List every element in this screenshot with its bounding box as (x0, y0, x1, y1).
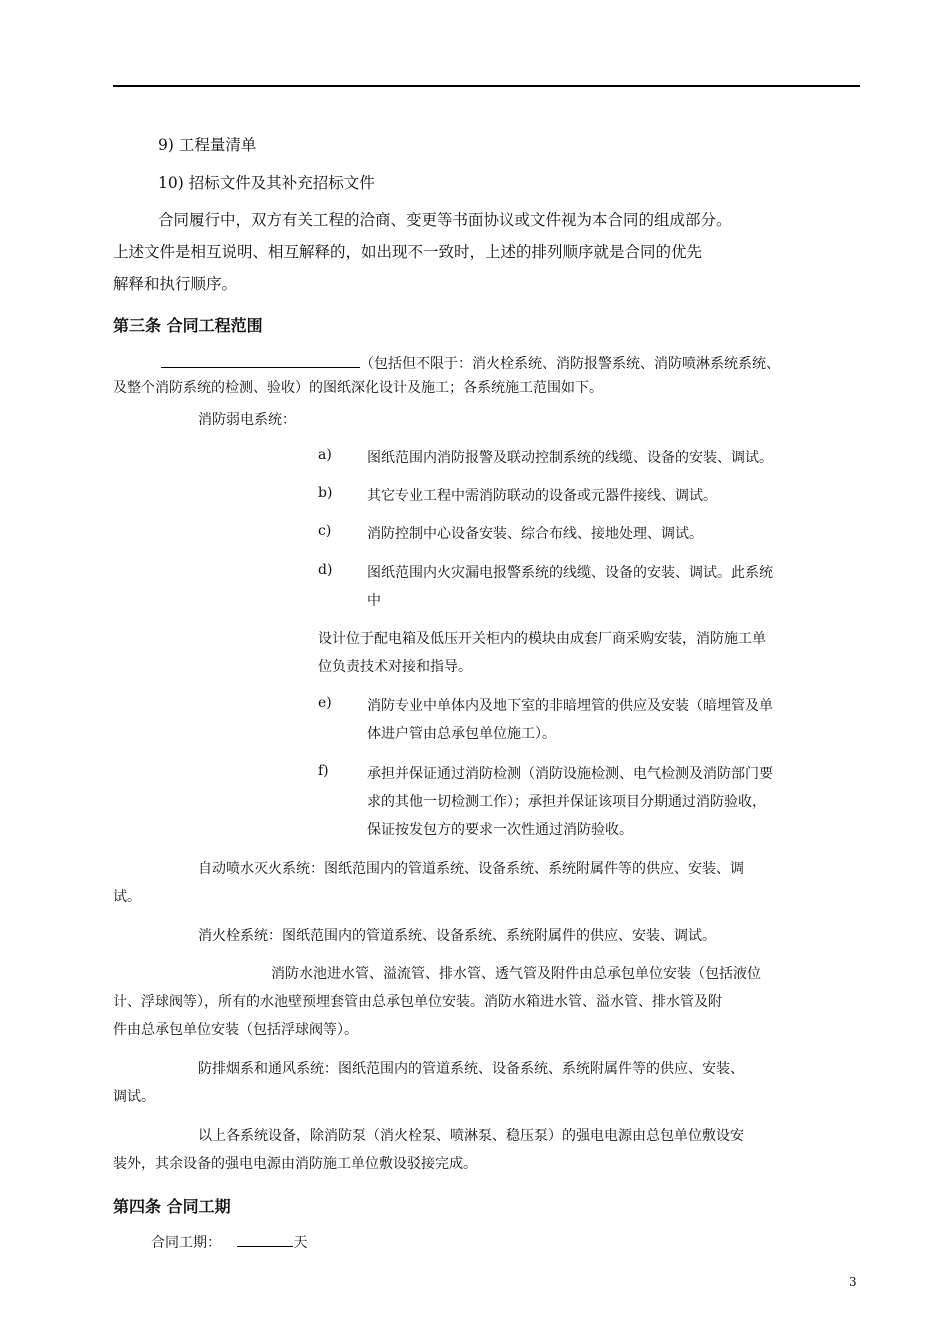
item-e-text: 消防专业中单体内及地下室的非暗埋管的供应及安装（暗埋管及单 (367, 698, 773, 714)
item-mark-a: a) (318, 447, 332, 463)
pool-paragraph: 件由总承包单位安装（包括浮球阀等）。 (113, 1022, 358, 1038)
power-paragraph: 以上各系统设备，除消防泵（消火栓泵、喷淋泵、稳压泵）的强电电源由总包单位敷设安 (198, 1128, 744, 1144)
item-b-text: 其它专业工程中需消防联动的设备或元器件接线、调试。 (367, 488, 717, 504)
smoke-paragraph: 防排烟系和通风系统：图纸范围内的管道系统、设备系统、系统附属件等的供应、安装、 (198, 1061, 744, 1077)
scope-text: （包括但不限于：消火栓系统、消防报警系统、消防喷淋系统系统、 (360, 356, 780, 372)
hydrant-paragraph: 消火栓系统：图纸范围内的管道系统、设备系统、系统附属件的供应、安装、调试。 (198, 928, 716, 944)
list-item-10: 10) 招标文件及其补充招标文件 (158, 174, 375, 192)
weak-current-heading: 消防弱电系统： (198, 412, 296, 428)
contract-period-line (151, 1232, 307, 1252)
item-c-text: 消防控制中心设备安装、综合布线、接地处理、调试。 (367, 526, 703, 542)
paragraph-line: 解释和执行顺序。 (113, 275, 238, 293)
sprinkler-paragraph: 自动喷水灭火系统：图纸范围内的管道系统、设备系统、系统附属件等的供应、安装、调 (198, 861, 744, 877)
paragraph-line: 上述文件是相互说明、相互解释的，如出现不一致时，上述的排列顺序就是合同的优先 (113, 243, 703, 261)
page-number: 3 (849, 1275, 857, 1289)
contract-period-blank (237, 1232, 293, 1247)
paragraph-line: 合同履行中，双方有关工程的洽商、变更等书面协议或文件视为本合同的组成部分。 (158, 211, 732, 229)
smoke-paragraph: 调试。 (113, 1089, 155, 1105)
item-mark-e: e) (318, 695, 332, 711)
article-3-heading: 第三条 合同工程范围 (113, 316, 263, 335)
item-d-text: 图纸范围内火灾漏电报警系统的线缆、设备的安装、调试。此系统 (367, 565, 773, 581)
item-f-text: 保证按发包方的要求一次性通过消防验收。 (367, 822, 633, 838)
header-rule (113, 85, 860, 87)
item-e-text: 体进户管由总承包单位施工）。 (367, 726, 556, 742)
item-f-text: 求的其他一切检测工作）；承担并保证该项目分期通过消防验收， (367, 794, 766, 810)
item-mark-f: f) (318, 763, 329, 779)
item-mark-c: c) (318, 523, 332, 539)
list-item-9: 9) 工程量清单 (158, 136, 257, 154)
scope-line-2: 及整个消防系统的检测、验收）的图纸深化设计及施工；各系统施工范围如下。 (113, 380, 603, 396)
power-paragraph: 装外，其余设备的强电电源由消防施工单位敷设驳接完成。 (113, 1156, 477, 1172)
sprinkler-paragraph: 试。 (113, 889, 141, 905)
item-d-continuation: 设计位于配电箱及低压开关柜内的模块由成套厂商采购安装，消防施工单 (318, 631, 766, 647)
pool-paragraph: 消防水池进水管、溢流管、排水管、透气管及附件由总承包单位安装（包括液位 (271, 966, 761, 982)
item-d-text: 中 (367, 593, 381, 609)
contract-period-unit: 天 (293, 1235, 308, 1251)
item-mark-d: d) (318, 562, 333, 578)
item-a-text: 图纸范围内消防报警及联动控制系统的线缆、设备的安装、调试。 (367, 450, 773, 466)
item-f-text: 承担并保证通过消防检测（消防设施检测、电气检测及消防部门要 (367, 766, 773, 782)
item-mark-b: b) (318, 485, 333, 501)
scope-blank (161, 353, 360, 368)
item-d-continuation: 位负责技术对接和指导。 (318, 659, 472, 675)
article-4-heading: 第四条 合同工期 (113, 1197, 231, 1216)
pool-paragraph: 计、浮球阀等），所有的水池壁预埋套管由总承包单位安装。消防水箱进水管、溢水管、排水管及附 (113, 994, 722, 1010)
contract-period-label: 合同工期： (151, 1235, 221, 1251)
scope-line-1 (161, 353, 780, 373)
